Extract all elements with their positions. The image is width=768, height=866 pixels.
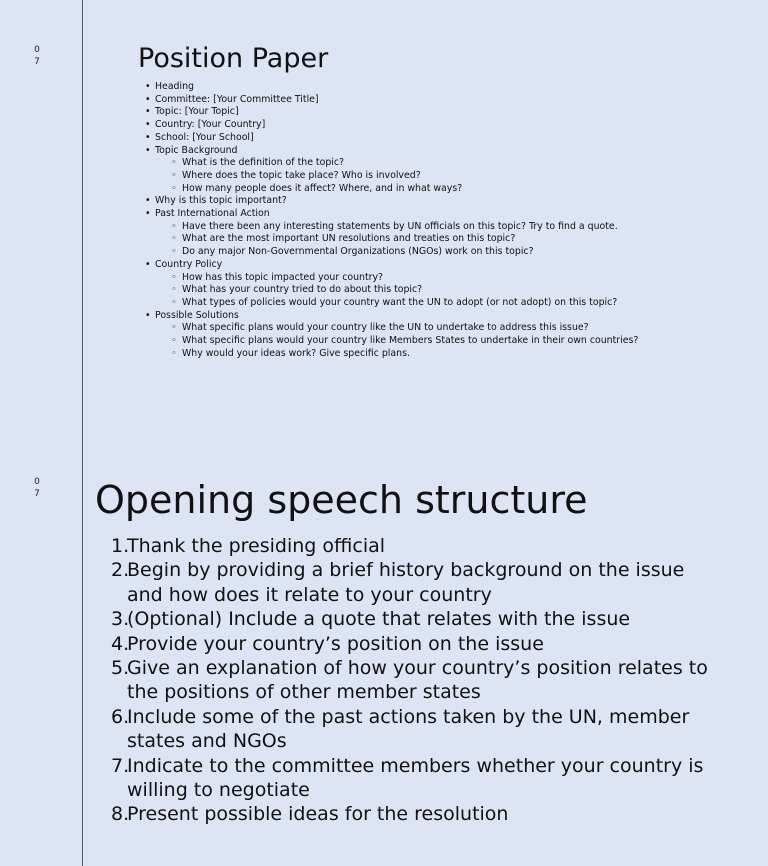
outline-item: [145, 132, 665, 145]
position-paper-outline: [145, 81, 665, 360]
speech-step: [111, 656, 711, 705]
outline-subitem: ◦ Why would your ideas work? Give specific plans.: [165, 348, 665, 361]
outline-subitem: ◦ Do any major Non-Governmental Organizations (NGOs) work on this topic?: [165, 246, 665, 259]
outline-subitem: ◦ What is the definition of the topic?: [165, 157, 665, 170]
slide-number: 0 7: [34, 477, 40, 499]
outline-item-text: Committee: [Your Committee Title]: [155, 93, 319, 105]
step-text: Indicate to the committee members whether your country is willing to negotiate: [127, 754, 704, 802]
outline-subitem: ◦ How many people does it affect? Where, and in what ways?: [165, 183, 665, 196]
step-text: Provide your country’s position on the issue: [127, 632, 544, 655]
outline-sublist: [155, 322, 665, 360]
speech-step: [111, 754, 711, 803]
outline-subitem: ◦ What specific plans would your country like Members States to undertake in their own countries?: [165, 335, 665, 348]
gutter-divider: [82, 0, 83, 433]
speech-step: [111, 632, 711, 656]
outline-sublist: [155, 157, 665, 195]
outline-item: [145, 310, 665, 361]
step-number: 6.: [111, 705, 130, 728]
step-number: 3.: [111, 608, 130, 631]
outline-subitem: ◦ Where does the topic take place? Who is involved?: [165, 170, 665, 183]
outline-item-text: Country Policy: [155, 258, 223, 270]
gutter-divider: [82, 433, 83, 866]
outline-item-text: School: [Your School]: [155, 131, 254, 143]
outline-subitem: ◦ What are the most important UN resolutions and treaties on this topic?: [165, 233, 665, 246]
step-number: 7.: [111, 754, 130, 777]
step-number: 1.: [111, 535, 130, 557]
slide-number: 0 7: [34, 45, 40, 67]
outline-item-text: Possible Solutions: [155, 309, 239, 321]
step-text: Present possible ideas for the resolution: [127, 803, 509, 826]
step-number: 2.: [111, 559, 130, 582]
step-number: 5.: [111, 657, 130, 680]
outline-item: [145, 119, 665, 132]
speech-step: [111, 802, 711, 826]
outline-item-text: Why is this topic important?: [155, 195, 287, 207]
outline-item: [145, 106, 665, 119]
slide-title: Position Paper: [138, 43, 329, 74]
slide-title: Opening speech structure: [95, 478, 588, 522]
speech-steps-list: [111, 534, 711, 827]
outline-item: [145, 81, 665, 94]
speech-step: [111, 705, 711, 754]
outline-sublist: [155, 221, 665, 259]
step-text: Include some of the past actions taken by the UN, member states and NGOs: [127, 705, 690, 753]
outline-item: [145, 208, 665, 259]
outline-item-text: Country: [Your Country]: [155, 119, 266, 131]
outline-item-text: Topic Background: [155, 144, 238, 156]
step-text: (Optional) Include a quote that relates with the issue: [127, 608, 631, 631]
outline-item: [145, 94, 665, 107]
speech-step: [111, 607, 711, 631]
step-text: Give an explanation of how your country’s position relates to the positions of other member states: [127, 657, 708, 704]
outline-subitem: ◦ What specific plans would your country like the UN to undertake to address this issue?: [165, 322, 665, 335]
slide-opening-speech: [0, 433, 768, 866]
outline-item-text: Heading: [155, 81, 195, 92]
outline-subitem: ◦ What has your country tried to do about this topic?: [165, 284, 665, 297]
outline-item: [145, 259, 665, 310]
outline-sublist: [155, 272, 665, 310]
outline-subitem: ◦ What types of policies would your country want the UN to adopt (or not adopt) on this topic?: [165, 297, 665, 310]
outline-subitem: ◦ Have there been any interesting statements by UN officials on this topic? Try to find a quote.: [165, 221, 665, 234]
speech-step: [111, 558, 711, 607]
outline-item-text: Past International Action: [155, 208, 270, 220]
step-text: Thank the presiding official: [127, 535, 386, 557]
speech-step: [111, 534, 711, 558]
outline-subitem: ◦ How has this topic impacted your country?: [165, 272, 665, 285]
step-number: 4.: [111, 632, 130, 655]
outline-item-text: Topic: [Your Topic]: [155, 106, 239, 118]
step-number: 8.: [111, 803, 130, 826]
step-text: Begin by providing a brief history background on the issue and how does it relate to your country: [127, 559, 685, 606]
outline-item: [145, 195, 665, 208]
outline-item: [145, 145, 665, 196]
